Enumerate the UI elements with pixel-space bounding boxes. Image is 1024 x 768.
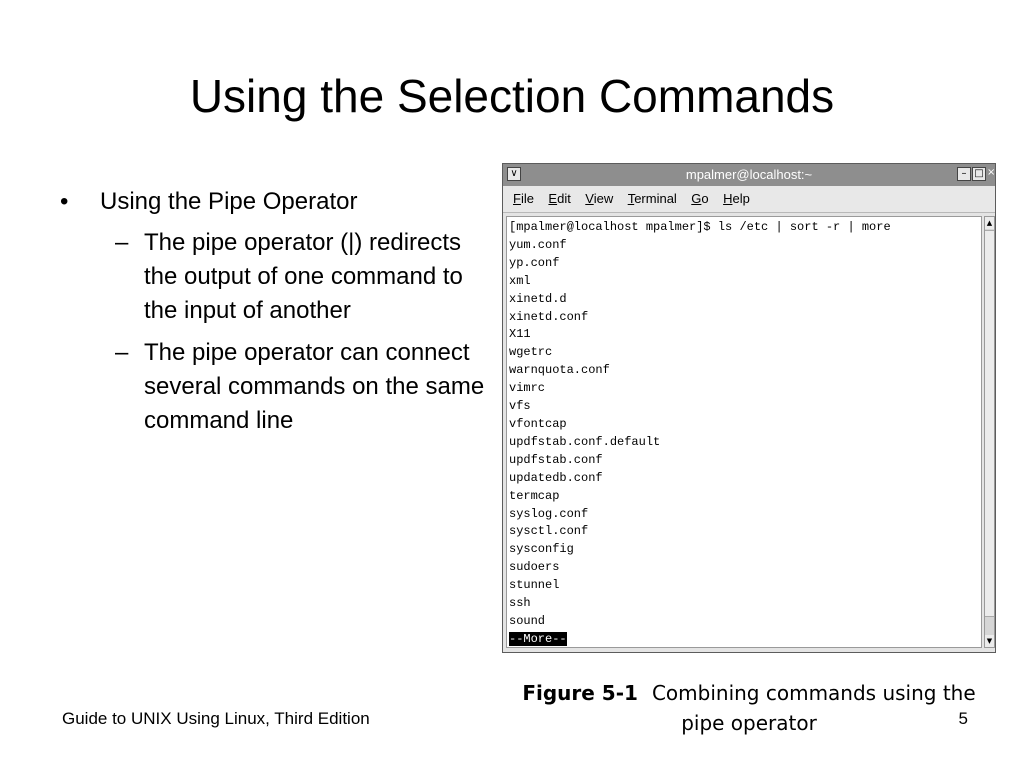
- scroll-up-icon[interactable]: ▲: [986, 219, 993, 227]
- output-line: sudoers: [509, 560, 560, 575]
- terminal-menubar: [503, 186, 995, 213]
- output-line: yum.conf: [509, 237, 567, 252]
- menu-view[interactable]: View: [585, 191, 614, 206]
- output-line: xinetd.d: [509, 291, 567, 306]
- bullet-dot: •: [60, 188, 69, 215]
- menu-go[interactable]: Go: [691, 191, 709, 206]
- terminal-output[interactable]: [506, 216, 982, 648]
- output-line: sound: [509, 613, 546, 628]
- output-line: yp.conf: [509, 255, 560, 270]
- output-line: syslog.conf: [509, 506, 589, 521]
- menu-file[interactable]: File: [513, 191, 534, 206]
- menu-terminal[interactable]: Terminal: [627, 191, 677, 206]
- output-line: xml: [509, 273, 531, 288]
- close-icon[interactable]: ×: [987, 167, 996, 178]
- page-number: 5: [958, 709, 968, 728]
- output-line: termcap: [509, 488, 560, 503]
- output-line: vimrc: [509, 381, 546, 396]
- output-line: xinetd.conf: [509, 309, 589, 324]
- figure-caption-text: Combining commands using the pipe operator: [651, 681, 976, 735]
- window-title: mpalmer@localhost:~: [685, 167, 813, 182]
- window-menu-icon[interactable]: ∨: [507, 167, 521, 181]
- sub-bullet-dash: –: [115, 229, 129, 256]
- output-line: stunnel: [509, 578, 560, 593]
- output-line: updfstab.conf: [509, 452, 603, 467]
- slide-title: Using the Selection Commands: [189, 70, 835, 122]
- output-line: vfs: [509, 399, 531, 414]
- sub-bullet-dash: –: [115, 339, 129, 366]
- scroll-down-icon[interactable]: ▼: [986, 637, 993, 645]
- sub-bullet-text: The pipe operator can connect several commands on the same command line: [144, 339, 485, 434]
- output-line: wgetrc: [509, 345, 553, 360]
- terminal-window: [502, 163, 996, 653]
- figure-label: Figure 5-1: [522, 681, 638, 705]
- scrollbar[interactable]: [984, 216, 995, 648]
- command-prompt: [mpalmer@localhost mpalmer]$ ls /etc | sort -r | more: [509, 220, 891, 234]
- menu-help[interactable]: Help: [723, 191, 750, 206]
- terminal-titlebar: [503, 164, 995, 186]
- maximize-icon[interactable]: □: [972, 167, 986, 181]
- bullet-text: Using the Pipe Operator: [100, 188, 358, 215]
- sub-bullet-text: The pipe operator (|) redirects the output of one command to the input of another: [144, 229, 463, 324]
- scrollbar-thumb[interactable]: [985, 230, 994, 617]
- output-line: ssh: [509, 596, 531, 611]
- minimize-icon[interactable]: –: [957, 167, 971, 181]
- figure-caption: [502, 678, 996, 738]
- output-line: updfstab.conf.default: [509, 434, 661, 449]
- menu-edit[interactable]: Edit: [548, 191, 571, 206]
- output-line: sysconfig: [509, 542, 574, 557]
- sub-bullet-item: [60, 336, 500, 438]
- sub-bullet-item: [60, 226, 500, 328]
- footer-text: Guide to UNIX Using Linux, Third Edition: [62, 709, 370, 728]
- output-line: warnquota.conf: [509, 363, 610, 378]
- output-line: X11: [509, 327, 531, 342]
- pager-more-prompt: --More--: [509, 631, 567, 646]
- bullet-item: [60, 186, 500, 218]
- output-line: sysctl.conf: [509, 524, 589, 539]
- output-line: vfontcap: [509, 416, 567, 431]
- bullet-list: [60, 186, 500, 438]
- output-line: updatedb.conf: [509, 470, 603, 485]
